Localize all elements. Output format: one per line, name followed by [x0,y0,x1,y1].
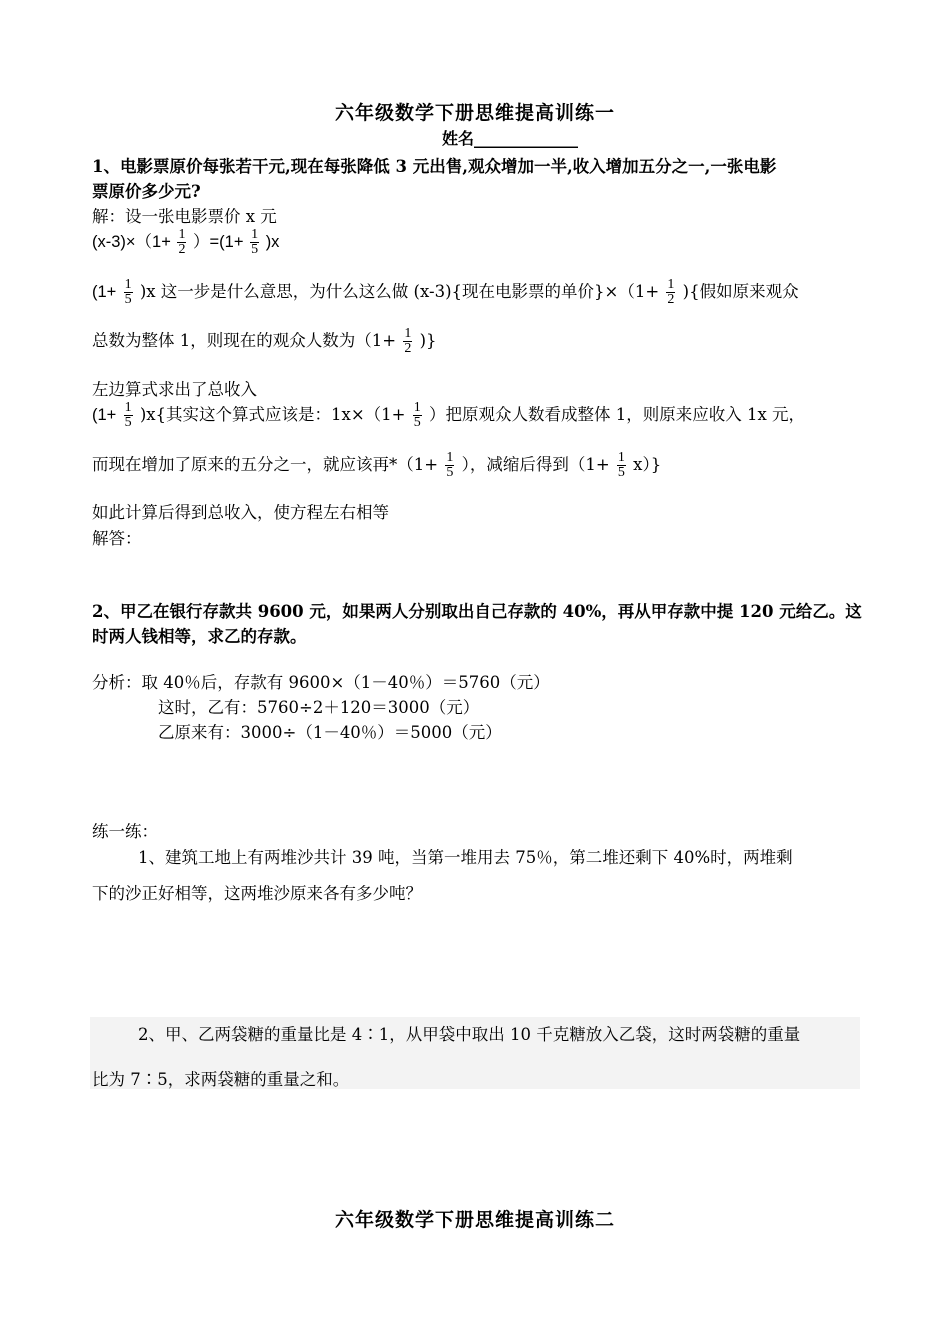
q2-analysis-line2: 这时，乙有：5760÷2＋120＝3000（元） [158,698,480,717]
practice1-line2: 下的沙正好相等，这两堆沙原来各有多少吨？ [92,884,422,903]
q2-analysis-line3: 乙原来有：3000÷（1－40％）＝5000（元） [158,723,502,742]
fraction-fifth: $\frac{1}{5}$ [124,400,132,430]
q1-text-line1: 1、电影票原价每张若干元,现在每张降低 3 元出售,观众增加一半,收入增加五分之一,一张电影 [92,157,777,176]
q1-answer-label: 解答： [92,529,142,548]
eq-part-b: ）=(1+ [193,233,244,251]
fraction-half: $\frac{1}{2}$ [404,326,412,356]
eq-part-a: (x-3)×（1+ [92,233,171,251]
practice-label: 练一练： [92,822,158,841]
fraction-fifth: $\frac{1}{5}$ [617,450,625,480]
q1-explain-line3: (1+ $\frac{1}{5}$ )x{其实这个算式应该是：1x×（1+ $\frac{1}{5}$ ）把原观众人数看成整体 1，则原来应收入 1x 元， [92,400,806,430]
q1-equation [92,228,862,257]
fraction-fifth: $\frac{1}{5}$ [251,227,259,258]
q1-summary: 如此计算后得到总收入，使方程左右相等 [92,503,389,522]
fraction-fifth: $\frac{1}{5}$ [413,400,421,430]
practice2-line2: 比为 7∶5，求两袋糖的重量之和。 [92,1070,350,1089]
q1-text-line2: 票原价多少元? [92,182,201,201]
name-field-label: 姓名_____________ [441,129,578,148]
page-title: 六年级数学下册思维提高训练一 [334,102,615,124]
q1-left-expression-note: 左边算式求出了总收入 [92,380,257,399]
q1-solution-intro: 解：设一张电影票价 x 元 [92,207,277,226]
q1-explain-line2: 总数为整体 1，则现在的观众人数为（1+ $\frac{1}{2}$ )} [92,326,437,356]
q1-explain-line1: (1+ $\frac{1}{5}$ )x 这一步是什么意思，为什么这么做 (x-3){现在电影票的单价}×（1+ $\frac{1}{2}$ ){假如原来观众 [92,277,799,307]
section-title-2: 六年级数学下册思维提高训练二 [334,1209,615,1231]
q2-text-line2: 时两人钱相等，求乙的存款。 [92,627,307,646]
fraction-half: $\frac{1}{2}$ [667,277,675,307]
q2-analysis-line1: 分析：取 40％后，存款有 9600×（1－40％）＝5760（元） [92,673,550,692]
fraction-fifth: $\frac{1}{5}$ [124,277,132,307]
fraction-fifth: $\frac{1}{5}$ [446,450,454,480]
practice2-line1: 2、甲、乙两袋糖的重量比是 4∶1，从甲袋中取出 10 千克糖放入乙袋，这时两袋糖的重量 [138,1025,801,1044]
eq-part-c: )x [265,233,280,251]
practice1-line1: 1、建筑工地上有两堆沙共计 39 吨，当第一堆用去 75％，第二堆还剩下 40%时，两堆剩 [138,848,793,867]
fraction-half: $\frac{1}{2}$ [178,227,186,258]
q2-text-line1: 2、甲乙在银行存款共 9600 元，如果两人分别取出自己存款的 40%，再从甲存款中提 120 元给乙。这 [92,602,862,621]
q1-explain-line4: 而现在增加了原来的五分之一，就应该再*（1+ $\frac{1}{5}$ ），减缩后得到（1+ $\frac{1}{5}$ x）} [92,450,662,480]
